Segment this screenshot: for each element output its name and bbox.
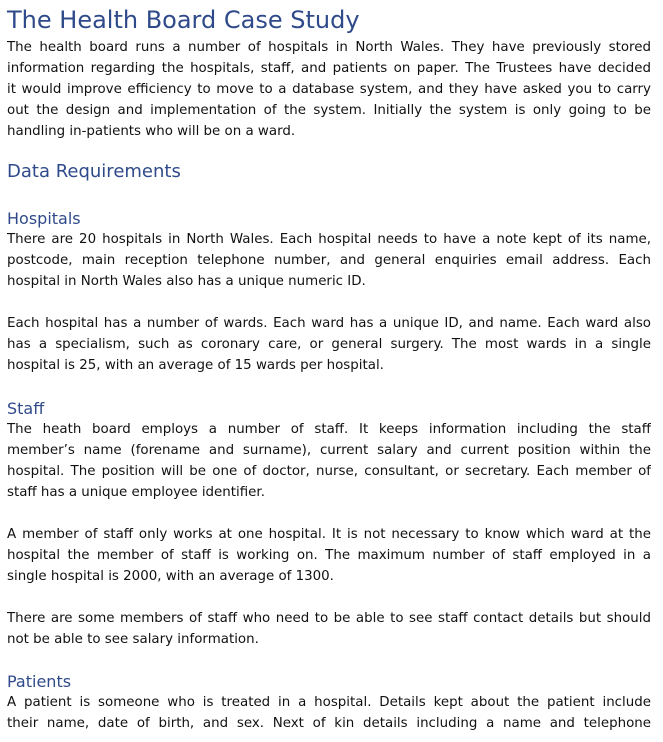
document-title: The Health Board Case Study	[7, 6, 360, 34]
staff-paragraph-2	[7, 524, 651, 587]
text-line: handling in-patients who will be on a ward.	[7, 124, 296, 139]
hospitals-heading: Hospitals	[7, 209, 81, 228]
text-line: Each hospital has a number of wards. Each ward has a unique ID, and name. Each ward also	[7, 316, 651, 331]
text-line: The heath board employs a number of staff. It keeps information including the staff	[7, 422, 651, 437]
text-line: hospital is 25, with an average of 15 wards per hospital.	[7, 358, 384, 373]
text-line: A patient is someone who is treated in a hospital. Details kept about the patient include	[7, 695, 651, 710]
text-line: member’s name (forename and surname), current salary and current position within the	[7, 443, 651, 458]
text-line: hospital in North Wales also has a unique numeric ID.	[7, 274, 366, 289]
text-line: their name, date of birth, and sex. Next of kin details including a name and telephone	[7, 716, 651, 731]
text-line: There are 20 hospitals in North Wales. Each hospital needs to have a note kept of its name,	[7, 232, 651, 247]
text-line: hospital. The position will be one of doctor, nurse, consultant, or secretary. Each member of	[7, 464, 651, 479]
text-line: A member of staff only works at one hospital. It is not necessary to know which ward at the	[7, 527, 651, 542]
patients-heading: Patients	[7, 672, 72, 691]
text-line: out the design and implementation of the system. Initially the system is only going to be	[7, 103, 651, 118]
hospitals-paragraph-2	[7, 313, 651, 376]
intro-paragraph	[7, 37, 651, 142]
staff-heading: Staff	[7, 399, 45, 418]
text-line: The health board runs a number of hospitals in North Wales. They have previously stored	[7, 40, 651, 55]
data-requirements-heading: Data Requirements	[7, 161, 181, 182]
text-line: not be able to see salary information.	[7, 632, 259, 647]
patients-paragraph-1	[7, 692, 651, 734]
text-line: postcode, main reception telephone number, and general enquiries email address. Each	[7, 253, 651, 268]
text-line: single hospital is 2000, with an average of 1300.	[7, 569, 334, 584]
staff-paragraph-3	[7, 608, 651, 650]
text-line: has a specialism, such as coronary care, or general surgery. The most wards in a single	[7, 337, 651, 352]
text-line: it would improve efficiency to move to a database system, and they have asked you to carry	[7, 82, 651, 97]
text-line: hospital the member of staff is working on. The maximum number of staff employed in a	[7, 548, 651, 563]
hospitals-paragraph-1	[7, 229, 651, 292]
text-line: There are some members of staff who need to be able to see staff contact details but should	[7, 611, 651, 626]
text-line: information regarding the hospitals, staff, and patients on paper. The Trustees have decided	[7, 61, 651, 76]
staff-paragraph-1	[7, 419, 651, 503]
text-line: staff has a unique employee identifier.	[7, 485, 265, 500]
